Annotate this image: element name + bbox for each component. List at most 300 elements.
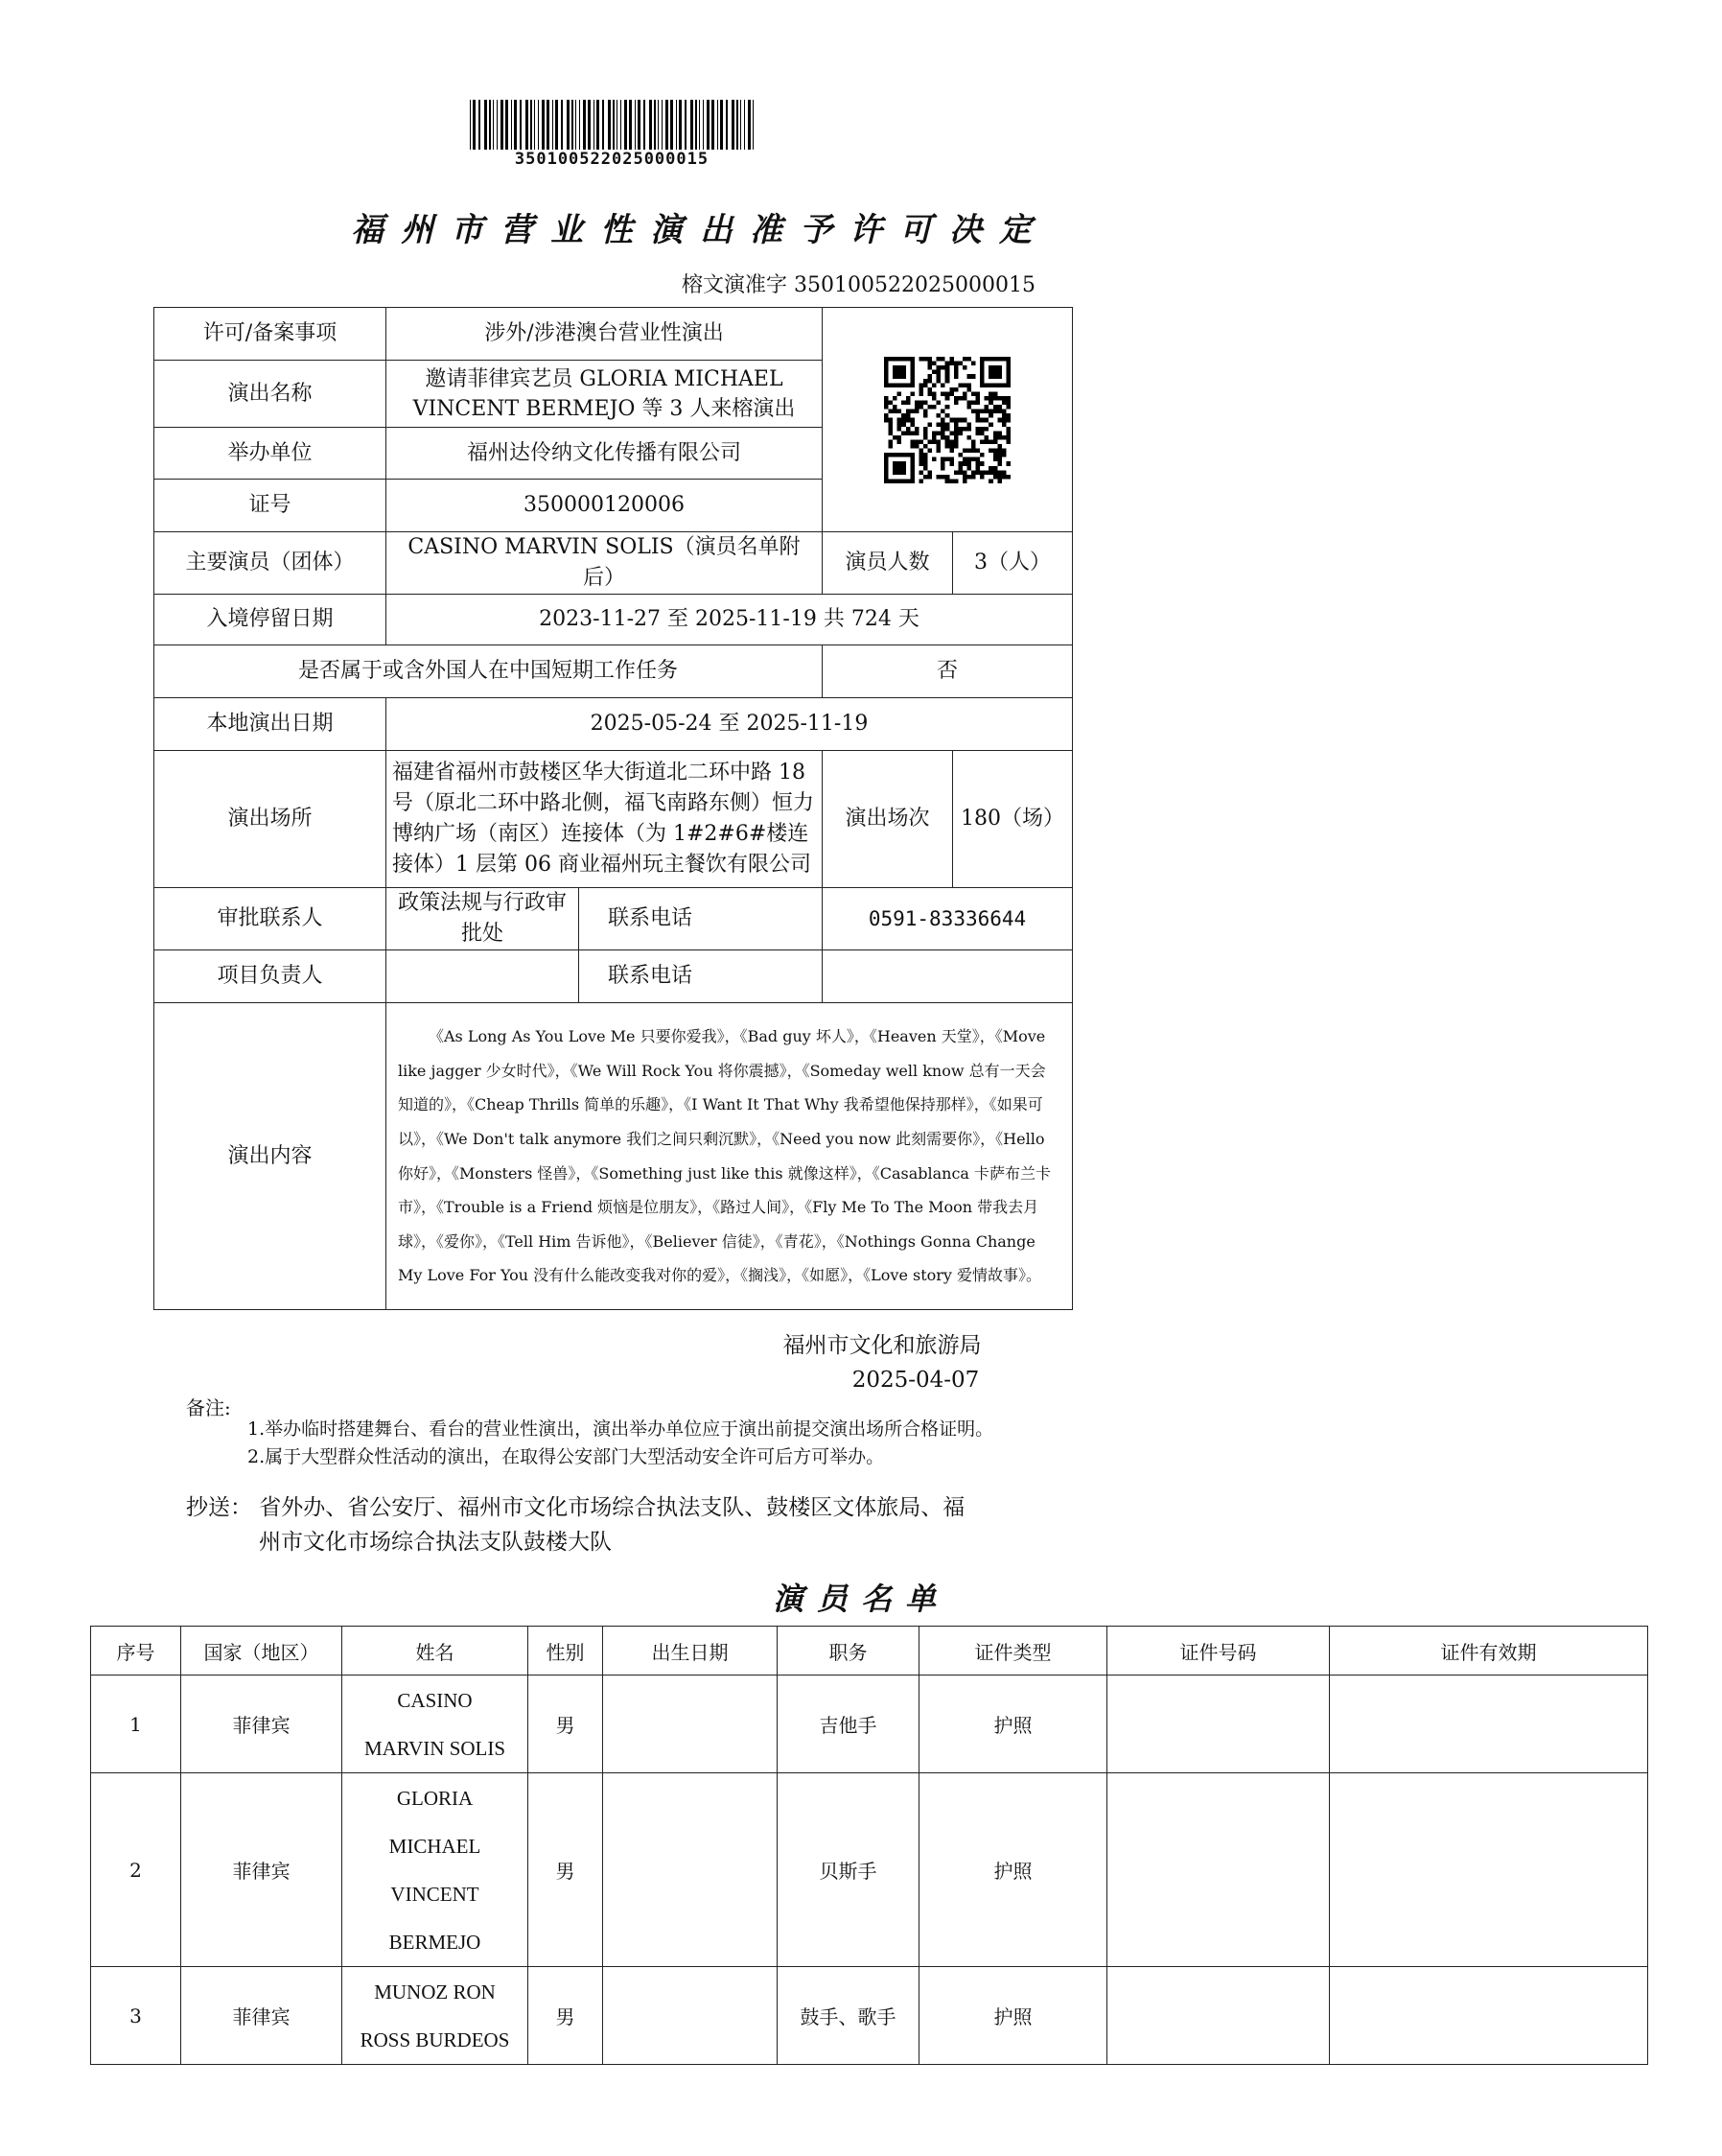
qr-module (923, 400, 928, 405)
qr-module (910, 431, 915, 435)
qr-module (941, 409, 945, 413)
barcode-bar (497, 100, 498, 150)
qr-module (949, 457, 954, 461)
qr-module (906, 409, 911, 413)
qr-module (985, 417, 989, 422)
barcode-bar (593, 100, 594, 150)
barcode-bar (596, 100, 599, 150)
qr-module (976, 426, 981, 431)
qr-module (985, 434, 989, 439)
qr-module (985, 439, 989, 444)
qr-module (985, 426, 989, 431)
qr-module (1006, 434, 1011, 439)
qr-module (945, 374, 950, 379)
qr-module (897, 365, 902, 370)
qr-module (993, 474, 998, 479)
row-id-number (1107, 1676, 1330, 1773)
qr-module (989, 413, 993, 418)
barcode-bar (473, 100, 476, 150)
cc-block (186, 1490, 1049, 1559)
qr-module (958, 431, 963, 435)
qr-module (1002, 383, 1007, 387)
qr-module (910, 378, 915, 383)
qr-module (915, 409, 919, 413)
qr-module (945, 361, 950, 365)
content-value: 《As Long As You Love Me 只要你爱我》，《Bad guy 坏人》，《Heaven 天堂》，《Move like jagger 少女时代》，《We Will Rock You 将你震撼》，《Someday well know 总有一天会知道的》，《Cheap Thrills 简单的乐趣》，《I Want It That Why 我希望他保持那样》，《如果可以》，《We Don't talk anymore 我们之间只剩沉默》，《Need you now 此刻需要你》，《Hello 你好》，《Monsters 怪兽》，《Something just like this 就像这样》，《Casablanca 卡萨布兰卡市》，《Trouble is a Friend 烦恼是位朋友》，《路过人间》，《Fly Me To The Moon 带我去月球》，《爱你》，《Tell Him 告诉他》，《Believer 信徒》，《青花》，《Nothings Gonna Change My Love For You 没有什么能改变我对你的爱》，《搁浅》，《如愿》，《Love story 爱情故事》。 (386, 1003, 1073, 1310)
qr-module (910, 357, 915, 362)
qr-module (980, 470, 985, 475)
qr-module (901, 453, 906, 457)
qr-module (1002, 413, 1007, 418)
short-term-work-label: 是否属于或含外国人在中国短期工作任务 (154, 645, 823, 698)
qr-module (966, 422, 971, 427)
qr-module (971, 391, 976, 396)
qr-module (971, 439, 976, 444)
qr-module (901, 383, 906, 387)
qr-module (945, 391, 950, 396)
name-line: MARVIN SOLIS (363, 1736, 506, 1760)
row-id-validity (1330, 1967, 1648, 2065)
qr-module (884, 413, 889, 418)
qr-module (1002, 395, 1007, 400)
qr-module (928, 361, 933, 365)
qr-module (937, 444, 942, 449)
barcode-bar (552, 100, 553, 150)
qr-module (980, 378, 985, 383)
project-lead-phone-label: 联系电话 (579, 950, 823, 1003)
qr-module (966, 400, 971, 405)
qr-module (954, 361, 959, 365)
qr-module (949, 479, 954, 483)
qr-module (949, 444, 954, 449)
qr-module (932, 405, 937, 410)
qr-module (976, 400, 981, 405)
qr-module (919, 439, 923, 444)
barcode-bar (534, 100, 535, 150)
barcode-bar (643, 100, 645, 150)
barcode-number: 350100522025000015 (514, 150, 710, 169)
barcode-bar (676, 100, 677, 150)
row-country: 菲律宾 (181, 1773, 342, 1967)
qr-module (1002, 434, 1007, 439)
qr-module (897, 465, 902, 470)
barcode-bar (629, 100, 632, 150)
qr-module (966, 405, 971, 410)
qr-module (915, 439, 919, 444)
row-id-number (1107, 1967, 1330, 2065)
qr-module (897, 422, 902, 427)
qr-module (923, 431, 928, 435)
barcode-bar (690, 100, 693, 150)
qr-module (949, 387, 954, 391)
qr-module (1002, 422, 1007, 427)
qr-module (897, 434, 902, 439)
header-no: 序号 (91, 1627, 181, 1676)
qr-module (937, 448, 942, 453)
qr-module (1002, 448, 1007, 453)
barcode-bar (635, 100, 636, 150)
qr-module (901, 422, 906, 427)
name-line: ROSS BURDEOS (360, 2027, 510, 2051)
qr-module (923, 434, 928, 439)
qr-module (932, 395, 937, 400)
qr-module (884, 479, 889, 483)
qr-module (901, 369, 906, 374)
qr-module (1006, 365, 1011, 370)
qr-module (963, 383, 967, 387)
roster-header-row (91, 1627, 1648, 1676)
qr-module (937, 369, 942, 374)
qr-module (985, 409, 989, 413)
qr-module (923, 357, 928, 362)
organizer-value: 福州达伶纳文化传播有限公司 (386, 428, 823, 480)
qr-module (941, 365, 945, 370)
qr-module (993, 431, 998, 435)
barcode-bar (478, 100, 480, 150)
barcode-bar (567, 100, 570, 150)
qr-module (971, 448, 976, 453)
qr-module (923, 457, 928, 461)
qr-module (945, 405, 950, 410)
qr-module (919, 461, 923, 466)
qr-module (945, 457, 950, 461)
qr-module (976, 470, 981, 475)
barcode-bar (514, 100, 517, 150)
entry-stay-label: 入境停留日期 (154, 595, 386, 645)
row-no: 1 (91, 1676, 181, 1773)
qr-module (997, 431, 1002, 435)
qr-module (1006, 461, 1011, 466)
qr-module (893, 479, 897, 483)
performer-count-label: 演员人数 (823, 532, 953, 595)
qr-module (901, 461, 906, 466)
qr-module (1006, 474, 1011, 479)
barcode-bar (579, 100, 580, 150)
barcode-bar (602, 100, 604, 150)
qr-module (1006, 374, 1011, 379)
qr-module (915, 426, 919, 431)
qr-module (932, 434, 937, 439)
barcode-bar (624, 100, 627, 150)
barcode-bar (505, 100, 508, 150)
qr-module (897, 383, 902, 387)
row-id-validity (1330, 1676, 1648, 1773)
qr-module (919, 470, 923, 475)
qr-module (949, 361, 954, 365)
qr-module (958, 417, 963, 422)
qr-module (923, 453, 928, 457)
qr-module (997, 470, 1002, 475)
qr-module (989, 357, 993, 362)
qr-module (971, 474, 976, 479)
qr-module (884, 453, 889, 457)
qr-module (958, 461, 963, 466)
qr-module (941, 461, 945, 466)
qr-module (1006, 357, 1011, 362)
qr-module (884, 470, 889, 475)
qr-module (945, 378, 950, 383)
qr-module (993, 457, 998, 461)
qr-module (915, 444, 919, 449)
qr-module (910, 409, 915, 413)
qr-module (884, 378, 889, 383)
qr-module (989, 374, 993, 379)
barcode-bar (470, 100, 471, 150)
barcode-bar (547, 100, 549, 150)
barcode-bar (665, 100, 668, 150)
qr-module (985, 405, 989, 410)
qr-module (923, 378, 928, 383)
qr-module (941, 474, 945, 479)
barcode-bar (658, 100, 659, 150)
qr-module (889, 422, 894, 427)
qr-module (954, 417, 959, 422)
document-title: 福州市营业性演出准予许可决定 (351, 211, 1049, 249)
qr-cell (823, 308, 1073, 532)
qr-module (1006, 413, 1011, 418)
organizer-label: 举办单位 (154, 428, 386, 480)
qr-module (923, 444, 928, 449)
barcode-bar (711, 100, 714, 150)
qr-module (954, 365, 959, 370)
qr-module (980, 426, 985, 431)
row-country: 菲律宾 (181, 1676, 342, 1773)
qr-module (954, 422, 959, 427)
qr-module (976, 417, 981, 422)
qr-module (897, 391, 902, 396)
qr-module (1006, 400, 1011, 405)
row-gender: 男 (528, 1773, 603, 1967)
roster-title: 演员名单 (772, 1581, 949, 1617)
qr-module (937, 413, 942, 418)
qr-module (945, 369, 950, 374)
qr-module (901, 374, 906, 379)
qr-module (993, 439, 998, 444)
qr-module (945, 444, 950, 449)
qr-module (893, 395, 897, 400)
qr-module (989, 470, 993, 475)
qr-module (893, 374, 897, 379)
qr-module (941, 391, 945, 396)
qr-module (884, 383, 889, 387)
barcode-bar (703, 100, 704, 150)
approval-phone-label: 联系电话 (579, 888, 823, 950)
qr-module (971, 409, 976, 413)
row-no: 3 (91, 1967, 181, 2065)
qr-module (915, 400, 919, 405)
qr-module (971, 361, 976, 365)
qr-module (884, 417, 889, 422)
qr-module (919, 357, 923, 362)
approval-contact-label: 审批联系人 (154, 888, 386, 950)
qr-module (923, 474, 928, 479)
qr-module (889, 479, 894, 483)
qr-module (910, 439, 915, 444)
qr-module (954, 439, 959, 444)
qr-module (958, 426, 963, 431)
qr-module (980, 369, 985, 374)
name-line: CASINO (397, 1688, 473, 1712)
qr-module (989, 383, 993, 387)
qr-module (889, 383, 894, 387)
qr-module (1006, 361, 1011, 365)
project-lead-phone-value (823, 950, 1073, 1003)
entry-stay-value: 2023-11-27 至 2025-11-19 共 724 天 (386, 595, 1073, 645)
qr-module (997, 417, 1002, 422)
table-row (91, 1967, 1648, 2065)
qr-module (893, 357, 897, 362)
qr-module (980, 365, 985, 370)
qr-module (958, 383, 963, 387)
qr-module (923, 461, 928, 466)
barcode (470, 100, 754, 150)
qr-module (937, 365, 942, 370)
qr-module (889, 409, 894, 413)
qr-module (884, 365, 889, 370)
qr-module (954, 479, 959, 483)
row-role: 吉他手 (778, 1676, 919, 1773)
qr-module (932, 431, 937, 435)
barcode-bar (685, 100, 686, 150)
qr-module (893, 461, 897, 466)
row-role: 贝斯手 (778, 1773, 919, 1967)
qr-module (945, 365, 950, 370)
qr-module (884, 374, 889, 379)
qr-module (915, 431, 919, 435)
qr-module (897, 417, 902, 422)
qr-module (906, 357, 911, 362)
qr-module (966, 383, 971, 387)
row-id-type: 护照 (919, 1773, 1107, 1967)
qr-module (884, 357, 889, 362)
qr-module (893, 453, 897, 457)
qr-module (919, 479, 923, 483)
barcode-bar (608, 100, 611, 150)
barcode-bar (542, 100, 545, 150)
qr-module (980, 409, 985, 413)
qr-module (958, 395, 963, 400)
qr-module (889, 453, 894, 457)
qr-module (997, 457, 1002, 461)
performer-count-value: 3（人） (953, 532, 1073, 595)
qr-module (997, 405, 1002, 410)
barcode-bar (726, 100, 728, 150)
venue-value: 福建省福州市鼓楼区华大街道北二环中路 18 号（原北二环中路北侧，福飞南路东侧）恒力博纳广场（南区）连接体（为 1#2#6#楼连接体）1 层第 06 商业福州玩主餐饮有限公司 (386, 751, 823, 888)
qr-module (910, 365, 915, 370)
qr-module (989, 448, 993, 453)
approval-contact-value: 政策法规与行政审批处 (386, 888, 579, 950)
qr-module (937, 431, 942, 435)
qr-module (910, 417, 915, 422)
qr-module (941, 431, 945, 435)
qr-module (1006, 426, 1011, 431)
local-dates-label: 本地演出日期 (154, 698, 386, 751)
qr-module (897, 426, 902, 431)
qr-module (910, 383, 915, 387)
qr-module (993, 409, 998, 413)
qr-module (910, 457, 915, 461)
qr-module (910, 465, 915, 470)
qr-module (919, 383, 923, 387)
qr-module (997, 369, 1002, 374)
qr-module (889, 444, 894, 449)
qr-module (945, 434, 950, 439)
qr-module (1006, 431, 1011, 435)
header-country: 国家（地区） (181, 1627, 342, 1676)
qr-module (928, 391, 933, 396)
issuer-block (729, 1328, 1036, 1397)
barcode-bar (699, 100, 700, 150)
barcode-bar (654, 100, 656, 150)
qr-module (1002, 357, 1007, 362)
row-id-number (1107, 1773, 1330, 1967)
qr-module (954, 374, 959, 379)
qr-module (985, 395, 989, 400)
qr-module (989, 479, 993, 483)
qr-module (906, 479, 911, 483)
qr-module (1006, 378, 1011, 383)
qr-module (971, 444, 976, 449)
qr-module (889, 426, 894, 431)
qr-module (928, 405, 933, 410)
barcode-bar (583, 100, 586, 150)
qr-module (906, 431, 911, 435)
qr-module (941, 434, 945, 439)
qr-module (985, 470, 989, 475)
qr-module (976, 391, 981, 396)
barcode-bar (732, 100, 734, 150)
qr-module (993, 365, 998, 370)
qr-module (989, 422, 993, 427)
qr-module (893, 470, 897, 475)
qr-module (966, 426, 971, 431)
barcode-bar (638, 100, 640, 150)
qr-module (893, 383, 897, 387)
qr-module (941, 383, 945, 387)
qr-module (971, 374, 976, 379)
qr-module (928, 474, 933, 479)
qr-module (932, 439, 937, 444)
barcode-bar (575, 100, 576, 150)
barcode-bar (571, 100, 573, 150)
qr-module (997, 357, 1002, 362)
qr-module (980, 417, 985, 422)
qr-module (941, 417, 945, 422)
qr-module (901, 479, 906, 483)
name-line: GLORIA (396, 1786, 474, 1810)
qr-module (976, 409, 981, 413)
qr-module (997, 383, 1002, 387)
qr-module (910, 461, 915, 466)
qr-module (897, 369, 902, 374)
qr-module (993, 383, 998, 387)
barcode-bar (649, 100, 652, 150)
qr-module (906, 383, 911, 387)
barcode-bar (484, 100, 487, 150)
row-name (342, 1773, 528, 1967)
barcode-bar (736, 100, 738, 150)
qr-module (923, 383, 928, 387)
qr-module (889, 431, 894, 435)
barcode-bar (670, 100, 673, 150)
qr-module (989, 395, 993, 400)
barcode-bar (588, 100, 591, 150)
notes-label: 备注: (186, 1396, 231, 1419)
qr-module (910, 479, 915, 483)
qr-module (910, 474, 915, 479)
approval-phone-value: 0591-83336644 (823, 888, 1073, 950)
qr-module (963, 474, 967, 479)
